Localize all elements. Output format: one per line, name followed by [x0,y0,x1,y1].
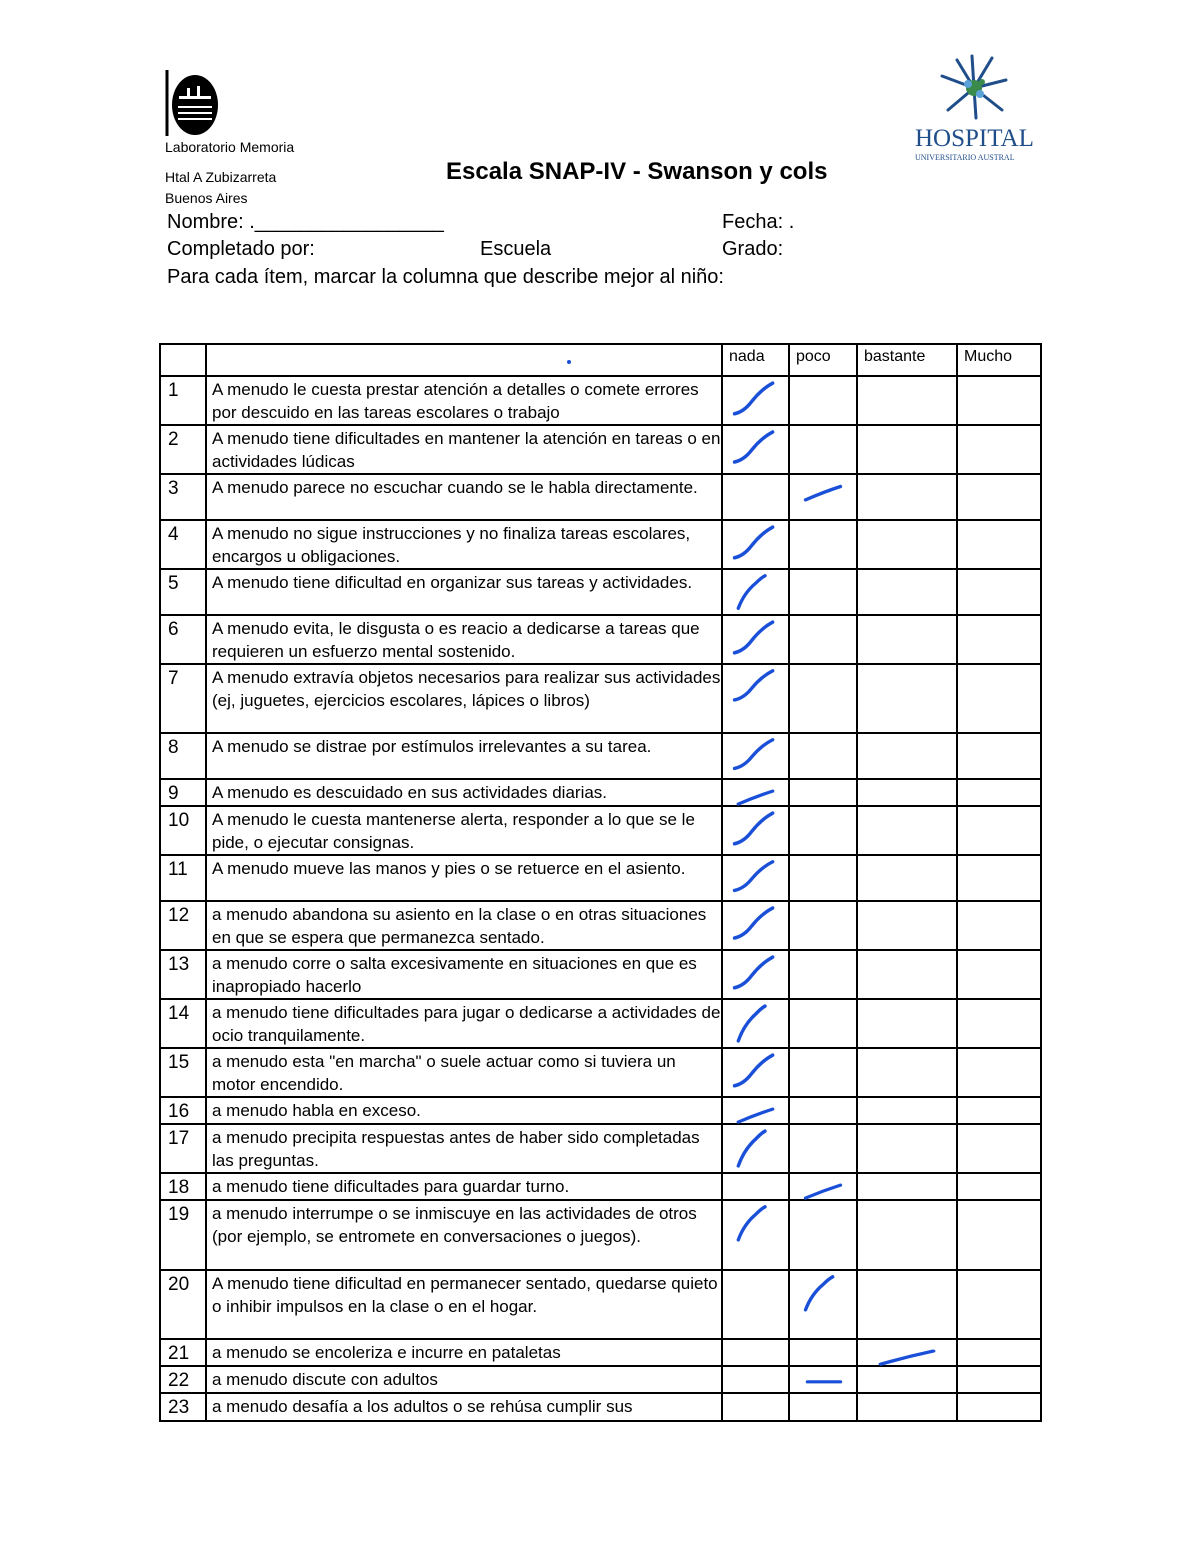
item-text: A menudo es descuidado en sus actividades diarias. [206,779,722,806]
answer-cell-nada[interactable] [722,1200,789,1270]
answer-cell-nada[interactable] [722,1339,789,1366]
answer-cell-bastante[interactable] [857,855,957,901]
item-text: A menudo tiene dificultad en permanecer sentado, quedarse quieto o inhibir impulsos en la clase o en el hogar. [206,1270,722,1339]
item-number: 7 [160,664,206,733]
item-text: A menudo extravía objetos necesarios para realizar sus actividades (ej, juguetes, ejercicios escolares, lápices o libros) [206,664,722,733]
answer-cell-mucho[interactable] [957,376,1041,425]
answer-cell-bastante[interactable] [857,1124,957,1173]
table-row [160,1393,1041,1421]
table-row [160,1366,1041,1393]
answer-cell-bastante[interactable] [857,1270,957,1339]
answer-cell-bastante[interactable] [857,1173,957,1200]
answer-cell-bastante[interactable] [857,376,957,425]
checkmark-icon [858,1340,956,1365]
checkmark-icon [790,1271,856,1338]
answer-cell-nada[interactable] [722,806,789,855]
answer-cell-poco[interactable] [789,664,857,733]
answer-cell-mucho[interactable] [957,1393,1041,1421]
answer-cell-bastante[interactable] [857,520,957,569]
checkmark-icon [723,1125,788,1172]
answer-cell-nada[interactable] [722,1366,789,1393]
item-number: 11 [160,855,206,901]
item-text: A menudo le cuesta mantenerse alerta, responder a lo que se le pide, o ejecutar consignas. [206,806,722,855]
table-row [160,779,1041,806]
table-row [160,615,1041,664]
answer-cell-nada[interactable] [722,950,789,999]
item-number: 21 [160,1339,206,1366]
item-text: A menudo evita, le disgusta o es reacio a dedicarse a tareas que requieren un esfuerzo mental sostenido. [206,615,722,664]
table-row [160,950,1041,999]
answer-cell-mucho[interactable] [957,1200,1041,1270]
answer-cell-nada[interactable] [722,999,789,1048]
answer-cell-bastante[interactable] [857,806,957,855]
item-text: a menudo tiene dificultades para jugar o dedicarse a actividades de ocio tranquilamente. [206,999,722,1048]
column-header-poco: poco [789,344,857,376]
answer-cell-bastante[interactable] [857,950,957,999]
answer-cell-nada[interactable] [722,1393,789,1421]
item-text: a menudo se encoleriza e incurre en pataletas [206,1339,722,1366]
answer-cell-poco[interactable] [789,376,857,425]
table-row [160,806,1041,855]
answer-cell-mucho[interactable] [957,520,1041,569]
city: Buenos Aires [165,190,248,206]
item-number: 6 [160,615,206,664]
checkmark-icon [723,734,788,778]
table-row [160,569,1041,615]
checkmark-icon [723,426,788,473]
answer-cell-mucho[interactable] [957,615,1041,664]
table-row [160,425,1041,474]
answer-cell-mucho[interactable] [957,950,1041,999]
answer-cell-poco[interactable] [789,1366,857,1393]
answer-cell-poco[interactable] [789,806,857,855]
answer-cell-nada[interactable] [722,520,789,569]
answer-cell-poco[interactable] [789,901,857,950]
checkmark-icon [723,807,788,854]
checkmark-icon [723,521,788,568]
table-row [160,1124,1041,1173]
answer-cell-poco[interactable] [789,474,857,520]
item-number: 15 [160,1048,206,1097]
instructions: Para cada ítem, marcar la columna que describe mejor al niño: [167,266,724,288]
item-number: 13 [160,950,206,999]
answer-cell-mucho[interactable] [957,425,1041,474]
laboratorio-logo [165,70,221,136]
page-title: Escala SNAP-IV - Swanson y cols [446,158,828,185]
table-row [160,1097,1041,1124]
answer-cell-mucho[interactable] [957,1173,1041,1200]
column-header-mucho: Mucho [957,344,1041,376]
checkmark-icon [723,902,788,949]
table-row [160,855,1041,901]
answer-cell-bastante[interactable] [857,474,957,520]
answer-cell-bastante[interactable] [857,901,957,950]
answer-cell-bastante[interactable] [857,1366,957,1393]
item-text: A menudo mueve las manos y pies o se retuerce en el asiento. [206,855,722,901]
item-number: 5 [160,569,206,615]
item-text: a menudo precipita respuestas antes de haber sido completadas las preguntas. [206,1124,722,1173]
answer-cell-mucho[interactable] [957,569,1041,615]
answer-cell-nada[interactable] [722,569,789,615]
answer-cell-poco[interactable] [789,855,857,901]
answer-cell-nada[interactable] [722,901,789,950]
answer-cell-poco[interactable] [789,950,857,999]
hospital-austral-logo [912,52,1037,164]
item-number: 9 [160,779,206,806]
item-number: 22 [160,1366,206,1393]
header-number-cell [160,344,206,376]
checkmark-icon [723,616,788,663]
answer-cell-bastante[interactable] [857,664,957,733]
answer-cell-mucho[interactable] [957,999,1041,1048]
answer-cell-bastante[interactable] [857,779,957,806]
answer-cell-nada[interactable] [722,733,789,779]
answer-cell-bastante[interactable] [857,1393,957,1421]
item-text: A menudo parece no escuchar cuando se le habla directamente. [206,474,722,520]
item-text: a menudo interrumpe o se inmiscuye en las actividades de otros (por ejemplo, se entromete en conversaciones o juegos). [206,1200,722,1270]
escuela-field: Escuela [480,238,552,260]
item-number: 8 [160,733,206,779]
item-text: a menudo esta "en marcha" o suele actuar como si tuviera un motor encendido. [206,1048,722,1097]
item-text: A menudo tiene dificultades en mantener la atención en tareas o en actividades lúdicas [206,425,722,474]
answer-cell-nada[interactable] [722,855,789,901]
table-row [160,376,1041,425]
ink-dot [567,360,571,364]
item-text: A menudo no sigue instrucciones y no finaliza tareas escolares, encargos u obligaciones. [206,520,722,569]
item-text: A menudo le cuesta prestar atención a detalles o comete errores por descuido en las tareas escolares o trabajo [206,376,722,425]
answer-cell-bastante[interactable] [857,569,957,615]
checkmark-icon [723,856,788,900]
answer-cell-poco[interactable] [789,1393,857,1421]
answer-cell-poco[interactable] [789,425,857,474]
checkmark-icon [723,1098,788,1123]
table-header-row [160,344,1041,376]
checkmark-icon [723,1049,788,1096]
answer-cell-mucho[interactable] [957,1097,1041,1124]
answer-cell-nada[interactable] [722,615,789,664]
item-number: 2 [160,425,206,474]
answer-cell-bastante[interactable] [857,999,957,1048]
checkmark-icon [723,1201,788,1269]
item-number: 19 [160,1200,206,1270]
column-header-nada: nada [722,344,789,376]
table-row [160,520,1041,569]
item-text: A menudo se distrae por estímulos irrelevantes a su tarea. [206,733,722,779]
fecha-field: Fecha: . [722,211,795,233]
answer-cell-mucho[interactable] [957,1270,1041,1339]
nombre-field: Nombre: ._________________ [167,211,444,233]
answer-cell-bastante[interactable] [857,1048,957,1097]
answer-cell-nada[interactable] [722,779,789,806]
header-item-cell [206,344,722,376]
table-row [160,1200,1041,1270]
item-text: a menudo tiene dificultades para guardar turno. [206,1173,722,1200]
answer-cell-mucho[interactable] [957,1366,1041,1393]
checkmark-icon [723,1000,788,1047]
checkmark-icon [723,377,788,424]
answer-cell-mucho[interactable] [957,779,1041,806]
answer-cell-nada[interactable] [722,1048,789,1097]
answer-cell-poco[interactable] [789,1339,857,1366]
item-number: 12 [160,901,206,950]
answer-cell-poco[interactable] [789,520,857,569]
item-number: 18 [160,1173,206,1200]
hospital-name: Htal A Zubizarreta [165,169,277,185]
answer-cell-mucho[interactable] [957,1339,1041,1366]
item-number: 16 [160,1097,206,1124]
answer-cell-poco[interactable] [789,569,857,615]
table-row [160,1048,1041,1097]
answer-cell-nada[interactable] [722,474,789,520]
answer-cell-nada[interactable] [722,1270,789,1339]
checkmark-icon [790,1367,856,1392]
answer-cell-nada[interactable] [722,1124,789,1173]
answer-cell-bastante[interactable] [857,1097,957,1124]
answer-cell-poco[interactable] [789,615,857,664]
item-text: a menudo discute con adultos [206,1366,722,1393]
lab-name: Laboratorio Memoria [165,139,295,155]
checkmark-icon [723,665,788,732]
answer-cell-mucho[interactable] [957,855,1041,901]
table-row [160,1339,1041,1366]
answer-cell-mucho[interactable] [957,1048,1041,1097]
answer-cell-nada[interactable] [722,425,789,474]
item-number: 20 [160,1270,206,1339]
answer-cell-mucho[interactable] [957,733,1041,779]
item-text: a menudo habla en exceso. [206,1097,722,1124]
checkmark-icon [723,570,788,614]
column-header-bastante: bastante [857,344,957,376]
checkmark-icon [790,1174,856,1199]
answer-cell-nada[interactable] [722,1097,789,1124]
item-number: 10 [160,806,206,855]
table-row [160,664,1041,733]
checkmark-icon [723,951,788,998]
answer-cell-poco[interactable] [789,999,857,1048]
svg-text:UNIVERSITARIO AUSTRAL: UNIVERSITARIO AUSTRAL [915,153,1015,162]
answer-cell-mucho[interactable] [957,474,1041,520]
answer-cell-nada[interactable] [722,664,789,733]
table-row [160,999,1041,1048]
grado-field: Grado: [722,238,784,260]
table-row [160,901,1041,950]
answer-cell-poco[interactable] [789,1097,857,1124]
table-row [160,1270,1041,1339]
checkmark-icon [790,475,856,519]
item-number: 23 [160,1393,206,1421]
answer-cell-poco[interactable] [789,779,857,806]
table-row [160,474,1041,520]
completado-field: Completado por: [167,238,315,260]
item-number: 17 [160,1124,206,1173]
answer-cell-bastante[interactable] [857,1339,957,1366]
item-text: a menudo abandona su asiento en la clase o en otras situaciones en que se espera que permanezca sentado. [206,901,722,950]
answer-cell-nada[interactable] [722,1173,789,1200]
table-row [160,1173,1041,1200]
item-text: A menudo tiene dificultad en organizar sus tareas y actividades. [206,569,722,615]
answer-cell-mucho[interactable] [957,901,1041,950]
answer-cell-bastante[interactable] [857,425,957,474]
checkmark-icon [723,780,788,805]
answer-cell-bastante[interactable] [857,615,957,664]
answer-cell-poco[interactable] [789,1124,857,1173]
answer-cell-poco[interactable] [789,1200,857,1270]
answer-cell-poco[interactable] [789,1048,857,1097]
answer-cell-bastante[interactable] [857,733,957,779]
item-number: 1 [160,376,206,425]
answer-cell-poco[interactable] [789,1173,857,1200]
answer-cell-poco[interactable] [789,1270,857,1339]
answer-cell-mucho[interactable] [957,664,1041,733]
answer-cell-bastante[interactable] [857,1200,957,1270]
answer-cell-poco[interactable] [789,733,857,779]
item-text: a menudo desafía a los adultos o se rehúsa cumplir sus [206,1393,722,1421]
item-number: 3 [160,474,206,520]
answer-cell-mucho[interactable] [957,806,1041,855]
item-text: a menudo corre o salta excesivamente en situaciones en que es inapropiado hacerlo [206,950,722,999]
table-row [160,733,1041,779]
snap-iv-table [159,343,1042,1422]
item-number: 14 [160,999,206,1048]
answer-cell-mucho[interactable] [957,1124,1041,1173]
item-number: 4 [160,520,206,569]
answer-cell-nada[interactable] [722,376,789,425]
svg-text:HOSPITAL: HOSPITAL [915,125,1034,152]
